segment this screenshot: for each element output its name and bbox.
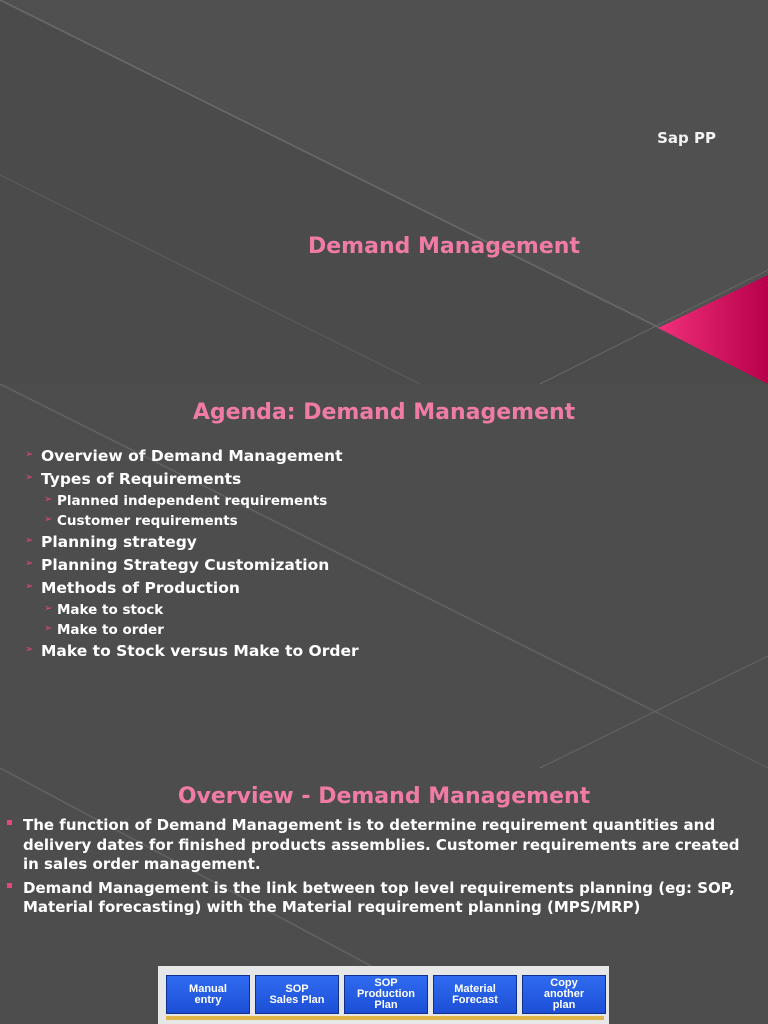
- agenda-subitem: [24, 601, 359, 621]
- arrow-bullet-icon: ➢: [44, 494, 53, 505]
- diagram-box: Copy another plan: [522, 975, 606, 1014]
- overview-bullets: [6, 816, 756, 922]
- agenda-item-text: Methods of Production: [41, 579, 240, 597]
- agenda-item-text: Planning strategy: [41, 533, 197, 551]
- agenda-title: Agenda: Demand Management: [192, 400, 576, 425]
- arrow-bullet-icon: ➢: [25, 644, 34, 655]
- diagram-box: Manual entry: [166, 975, 250, 1014]
- arrow-bullet-icon: ➢: [44, 623, 53, 634]
- agenda-subitem: [24, 492, 359, 512]
- agenda-subitem: [24, 512, 359, 532]
- agenda-slide: [0, 384, 768, 768]
- agenda-item-text: Overview of Demand Management: [41, 447, 343, 465]
- arrow-bullet-icon: ➢: [44, 603, 53, 614]
- overview-slide: [0, 768, 768, 1024]
- title-slide: [0, 0, 768, 384]
- arrow-bullet-icon: ➢: [25, 472, 34, 483]
- agenda-list: [24, 446, 359, 664]
- agenda-item: [24, 578, 359, 601]
- agenda-item-text: Planning Strategy Customization: [41, 556, 330, 574]
- square-bullet-icon: [7, 820, 12, 825]
- arrow-bullet-icon: ➢: [44, 514, 53, 525]
- diagram-box: SOP Sales Plan: [255, 975, 339, 1014]
- arrow-bullet-icon: ➢: [25, 535, 34, 546]
- arrow-bullet-icon: ➢: [25, 449, 34, 460]
- agenda-subitem: [24, 621, 359, 641]
- overview-bullet-text: The function of Demand Management is to determine requirement quantities and delivery dates for finished products assemblies. Customer requirements are created in sales order management.: [23, 816, 740, 873]
- agenda-item: [24, 641, 359, 664]
- agenda-item-text: Types of Requirements: [41, 470, 242, 488]
- square-bullet-icon: [7, 883, 12, 888]
- overview-title: Overview - Demand Management: [177, 784, 591, 809]
- diagram-connector-bar: [166, 1016, 604, 1020]
- agenda-item-text: Make to order: [57, 622, 164, 638]
- overview-bullet: [6, 816, 756, 875]
- subtitle-label: Sap PP: [657, 129, 716, 147]
- agenda-item: [24, 532, 359, 555]
- slide-title: Demand Management: [308, 234, 580, 259]
- overview-bullet: [6, 879, 756, 918]
- arrow-bullet-icon: ➢: [25, 558, 34, 569]
- arrow-bullet-icon: ➢: [25, 581, 34, 592]
- agenda-item: [24, 446, 359, 469]
- agenda-item: [24, 555, 359, 578]
- agenda-item: [24, 469, 359, 492]
- agenda-item-text: Planned independent requirements: [57, 493, 328, 509]
- slide-background: [0, 0, 768, 384]
- agenda-item-text: Make to Stock versus Make to Order: [41, 642, 359, 660]
- overview-bullet-text: Demand Management is the link between top level requirements planning (eg: SOP, Material forecasting) with the Material requirement planning (MPS/MRP): [23, 878, 735, 916]
- diagram-box: SOP Production Plan: [344, 975, 428, 1014]
- agenda-item-text: Customer requirements: [57, 513, 238, 529]
- agenda-item-text: Make to stock: [57, 602, 164, 618]
- diagram-box: Material Forecast: [433, 975, 517, 1014]
- demand-sources-diagram: [158, 966, 609, 1024]
